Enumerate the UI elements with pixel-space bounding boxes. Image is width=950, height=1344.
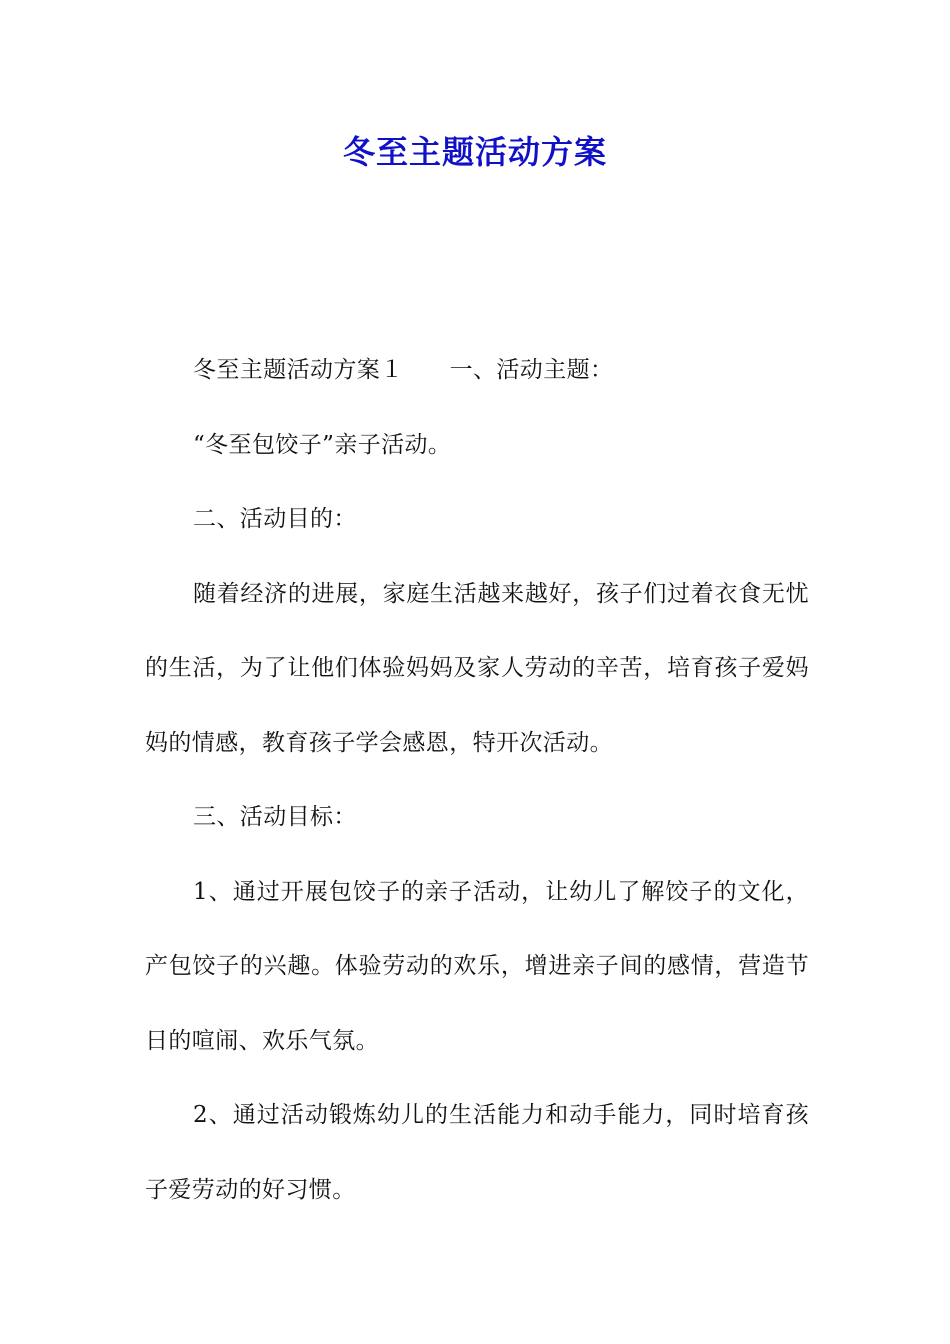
document-body <box>145 333 809 1227</box>
paragraph-4: 随着经济的进展，家庭生活越来越好，孩子们过着衣食无忧的生活，为了让他们体验妈妈及家人劳动的辛苦，培育孩子爱妈妈的情感，教育孩子学会感恩，特开次活动。 <box>145 580 809 756</box>
paragraph-text: 一、活动主题： <box>449 357 614 383</box>
paragraph-6: 1、通过开展包饺子的亲子活动，让幼儿了解饺子的文化，产包饺子的兴趣。体验劳动的欢乐，增进亲子间的感情，营造节日的喧闹、欢乐气氛。 <box>145 878 809 1054</box>
section-heading-lead: 冬至主题活动方案１ <box>193 357 404 383</box>
paragraph-1 <box>145 333 809 408</box>
paragraph-3: 二、活动目的： <box>193 506 357 532</box>
paragraph-2: “冬至包饺子”亲子活动。 <box>193 431 452 458</box>
paragraph-7: 2、通过活动锻炼幼儿的生活能力和动手能力，同时培育孩子爱劳动的好习惯。 <box>145 1102 809 1203</box>
paragraph-5: 三、活动目标： <box>193 804 357 830</box>
document-title: 冬至主题活动方案 <box>342 133 607 171</box>
